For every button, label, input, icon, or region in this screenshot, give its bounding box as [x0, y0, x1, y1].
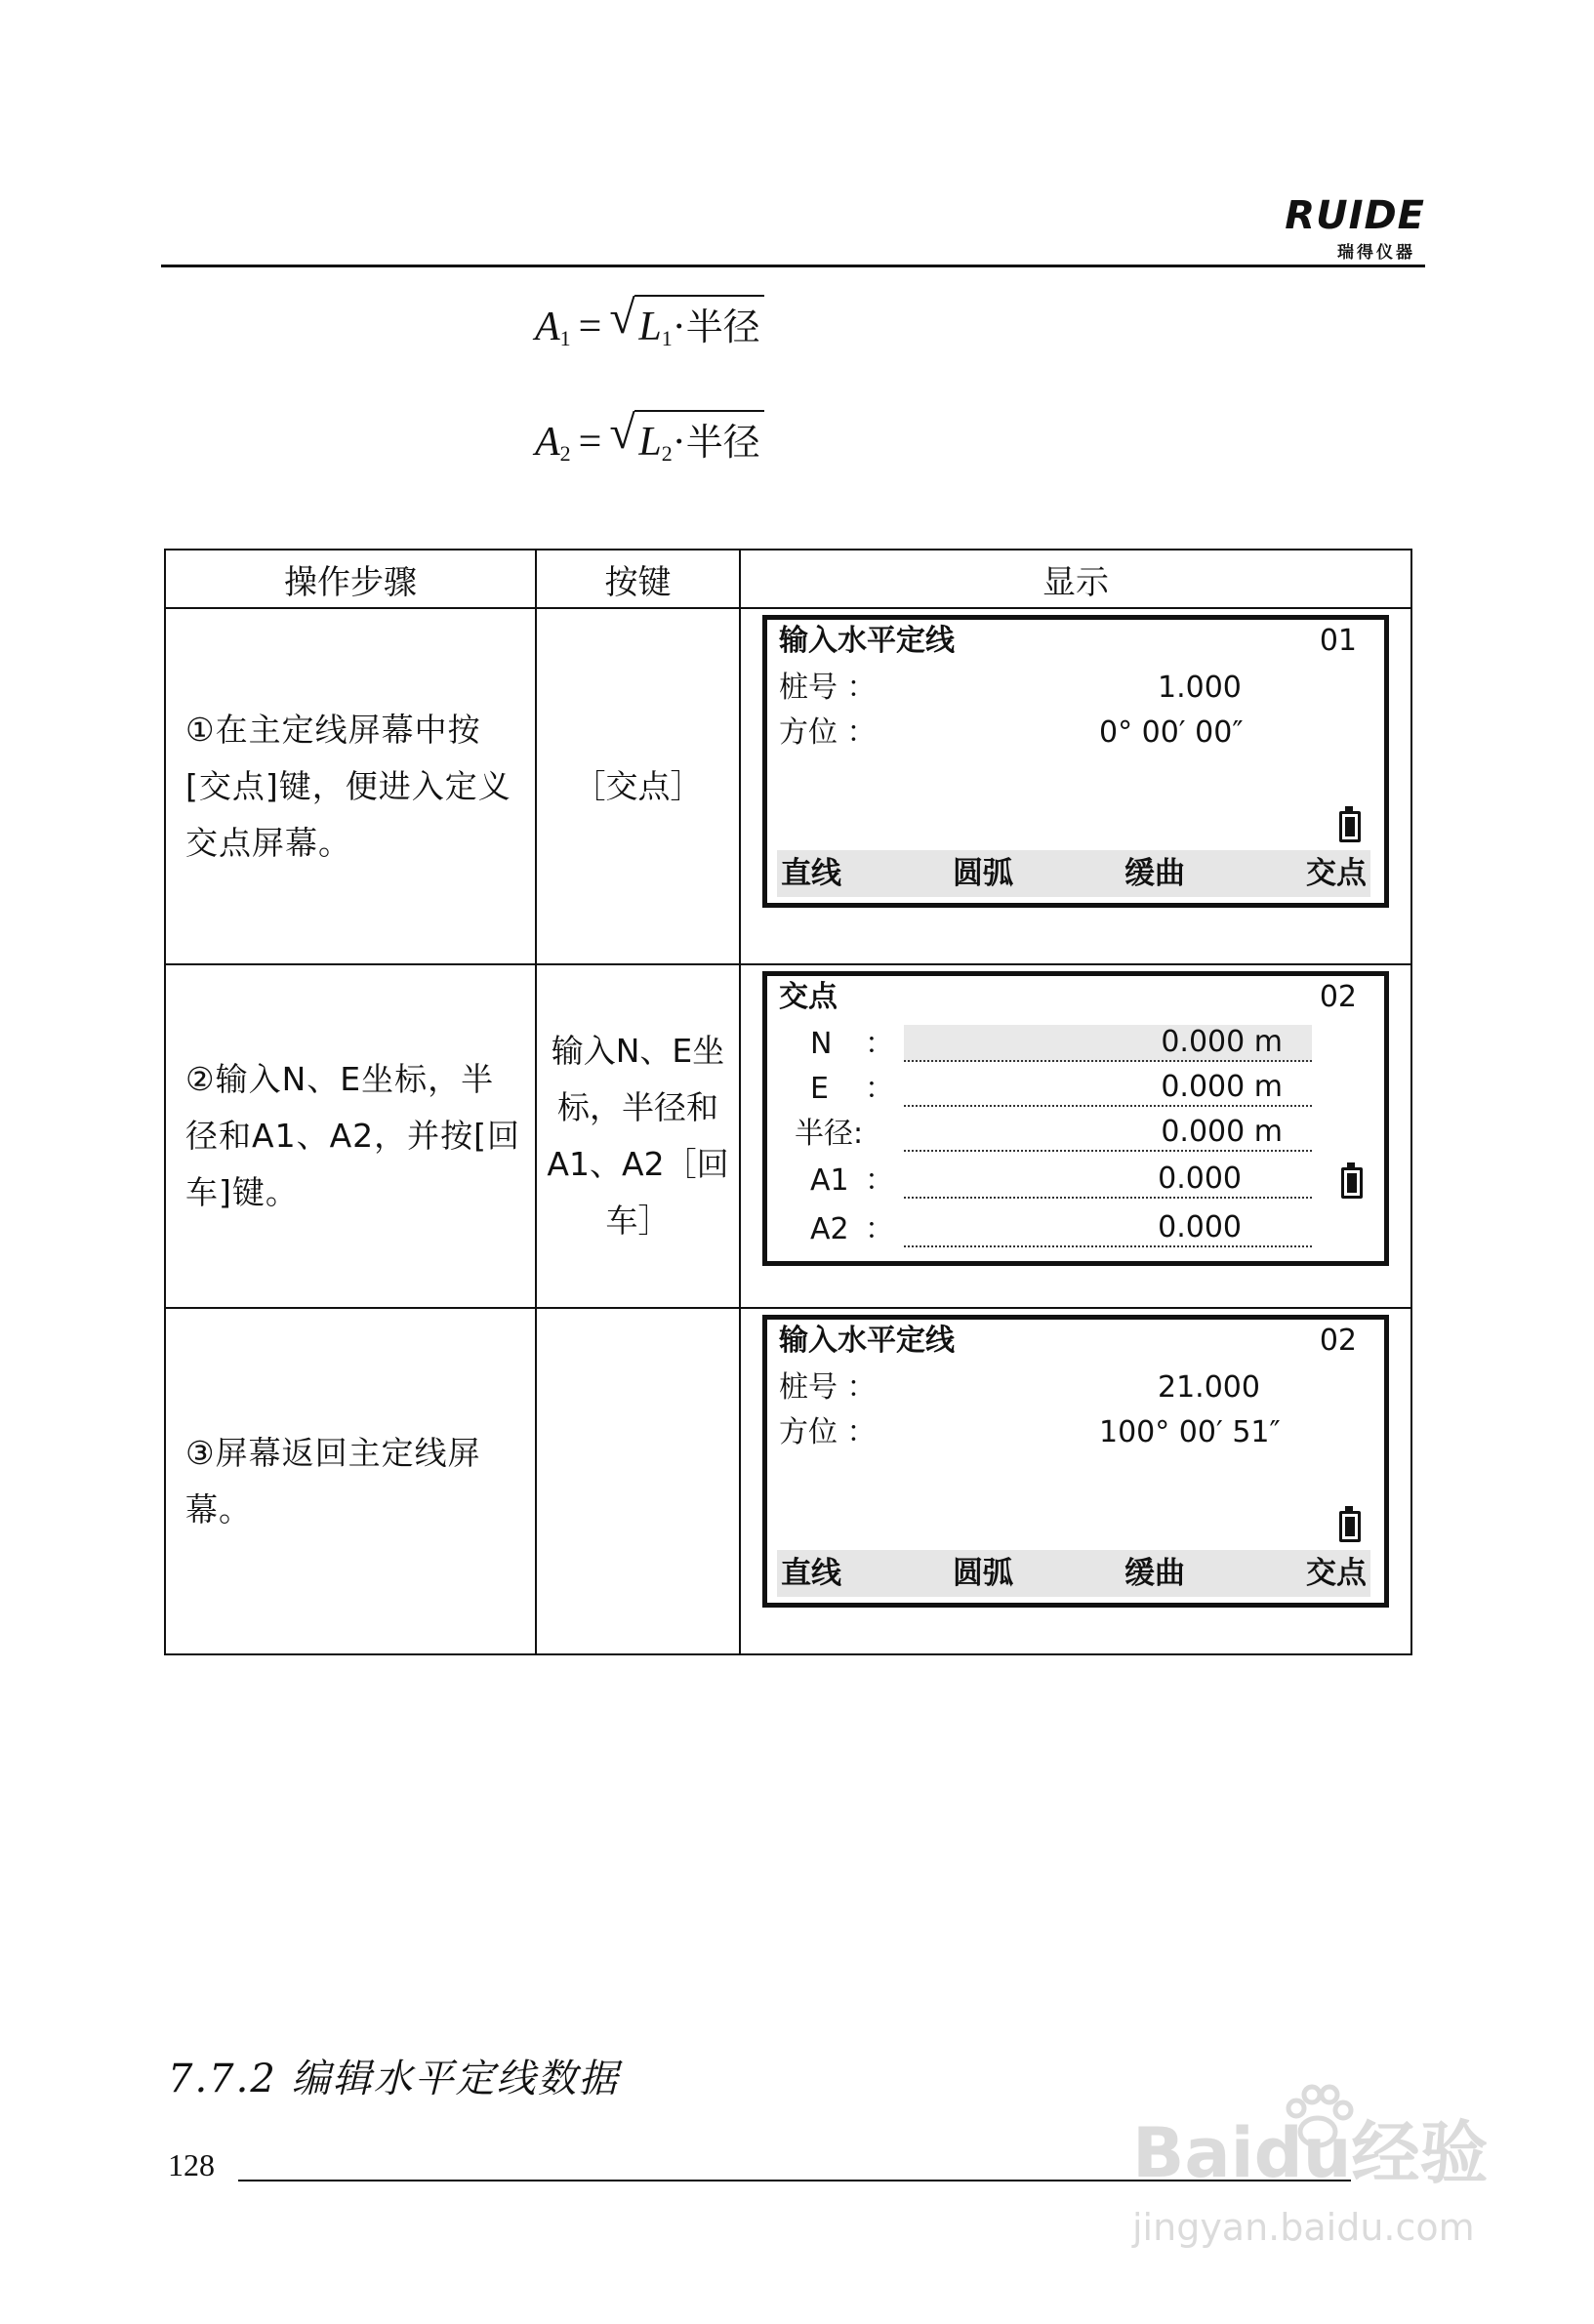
formula-word: 半径: [685, 421, 760, 464]
section-heading: 7.7.2 编辑水平定线数据: [168, 2057, 620, 2101]
formula-lhs: A: [535, 305, 560, 349]
field-sep: ：: [865, 1027, 894, 1061]
field-label-e: E: [810, 1072, 829, 1106]
formula-dot: ·: [672, 420, 686, 465]
station-label: 桩号 ：: [779, 671, 877, 705]
softkey-arc[interactable]: 圆弧: [953, 1556, 1013, 1591]
formula-lhs-sub: 2: [559, 441, 571, 466]
step-text: ②输入N、E坐标，半径和A1、A2，并按[回车]键。: [165, 964, 536, 1308]
softkey-arc[interactable]: 圆弧: [953, 856, 1013, 891]
softkey-bar: [777, 1550, 1370, 1597]
softkey-line[interactable]: 直线: [781, 1556, 841, 1591]
lcd-screen: [762, 971, 1389, 1266]
field-value: 0.000 m: [1161, 1070, 1283, 1104]
display-cell: [740, 1308, 1411, 1654]
field-value: 0.000 m: [1161, 1025, 1283, 1059]
azimuth-value: 100° 00′ 51″: [1099, 1415, 1281, 1449]
key-text: 输入N、E坐标，半径和A1、A2［回车］: [536, 964, 740, 1308]
display-cell: [740, 964, 1411, 1308]
screen-page: 02: [1319, 1324, 1357, 1358]
key-text: [536, 1308, 740, 1654]
formula-equals: =: [578, 420, 602, 465]
header-steps: 操作步骤: [165, 550, 536, 608]
formula-var: L: [638, 420, 662, 465]
softkey-intersection[interactable]: 交点: [1306, 1556, 1367, 1591]
watermark-text: Baidu经验: [1132, 2113, 1489, 2193]
sqrt-sign: √ $L_2\cdot$半径: [609, 410, 763, 467]
lcd-screen: [762, 1315, 1389, 1608]
softkey-intersection[interactable]: 交点: [1306, 856, 1367, 891]
formula-dot: ·: [672, 305, 686, 349]
a1-input[interactable]: [904, 1162, 1312, 1199]
table-header-row: [165, 550, 1411, 608]
table-row: [165, 1308, 1411, 1654]
field-label-n: N: [810, 1027, 833, 1061]
baidu-watermark: [1132, 2099, 1503, 2264]
station-value: 21.000: [1158, 1370, 1260, 1405]
softkey-spiral[interactable]: 缓曲: [1124, 856, 1185, 891]
field-label-a1: A1: [810, 1163, 849, 1198]
watermark-url: jingyan.baidu.com: [1132, 2206, 1475, 2249]
screen-page: 02: [1319, 980, 1357, 1014]
softkey-bar: [777, 850, 1370, 897]
table-row: [165, 608, 1411, 964]
page-number: 128: [168, 2147, 215, 2182]
ruide-logo: [1269, 195, 1425, 264]
screen-title: 交点: [779, 980, 838, 1014]
azimuth-label: 方位 ：: [779, 715, 877, 750]
station-label: 桩号 ：: [779, 1370, 877, 1405]
formula-lhs: A: [535, 420, 560, 465]
step-text: ③屏幕返回主定线屏幕。: [165, 1308, 536, 1654]
formula-var-sub: 2: [661, 441, 673, 466]
formula-equals: =: [578, 305, 602, 349]
formula-lhs-sub: 1: [559, 326, 571, 350]
softkey-line[interactable]: 直线: [781, 856, 841, 891]
logo-subtitle: 瑞得仪器: [1337, 243, 1415, 263]
step-text: ①在主定线屏幕中按[交点]键，便进入定义交点屏幕。: [165, 608, 536, 964]
field-value: 0.000 m: [1161, 1115, 1283, 1149]
field-label-radius: 半径:: [795, 1117, 864, 1151]
formula-var-sub: 1: [661, 326, 673, 350]
a2-input[interactable]: [904, 1210, 1312, 1247]
formula-var: L: [638, 305, 662, 349]
battery-icon: [1341, 1167, 1363, 1199]
field-label-a2: A2: [810, 1212, 849, 1246]
screen-title: 输入水平定线: [779, 624, 955, 658]
lcd-screen: [762, 615, 1389, 908]
logo-text: RUIDE: [1285, 193, 1425, 238]
north-input[interactable]: [904, 1025, 1312, 1062]
table-row: [165, 964, 1411, 1308]
formula-a1: [535, 292, 764, 353]
station-value: 1.000: [1158, 671, 1242, 705]
sqrt-sign: √ $L_1\cdot$半径: [609, 295, 763, 351]
radius-input[interactable]: [904, 1115, 1312, 1152]
softkey-spiral[interactable]: 缓曲: [1124, 1556, 1185, 1591]
header-rule: [161, 265, 1425, 267]
battery-icon: [1339, 811, 1361, 842]
header-keys: 按键: [536, 550, 740, 608]
field-sep: ：: [865, 1212, 894, 1246]
field-value: 0.000: [1158, 1210, 1242, 1244]
azimuth-label: 方位 ：: [779, 1415, 877, 1449]
operation-table: [164, 549, 1412, 1655]
field-sep: ：: [865, 1163, 894, 1198]
east-input[interactable]: [904, 1070, 1312, 1107]
formula-word: 半径: [685, 306, 760, 348]
field-sep: ：: [865, 1072, 894, 1106]
battery-icon: [1339, 1511, 1361, 1542]
header-display: 显示: [740, 550, 1411, 608]
formula-a2: [535, 407, 764, 469]
screen-title: 输入水平定线: [779, 1324, 955, 1358]
azimuth-value: 0° 00′ 00″: [1099, 715, 1244, 750]
key-text: ［交点］: [536, 608, 740, 964]
display-cell: [740, 608, 1411, 964]
screen-page: 01: [1319, 624, 1357, 658]
field-value: 0.000: [1158, 1162, 1242, 1196]
